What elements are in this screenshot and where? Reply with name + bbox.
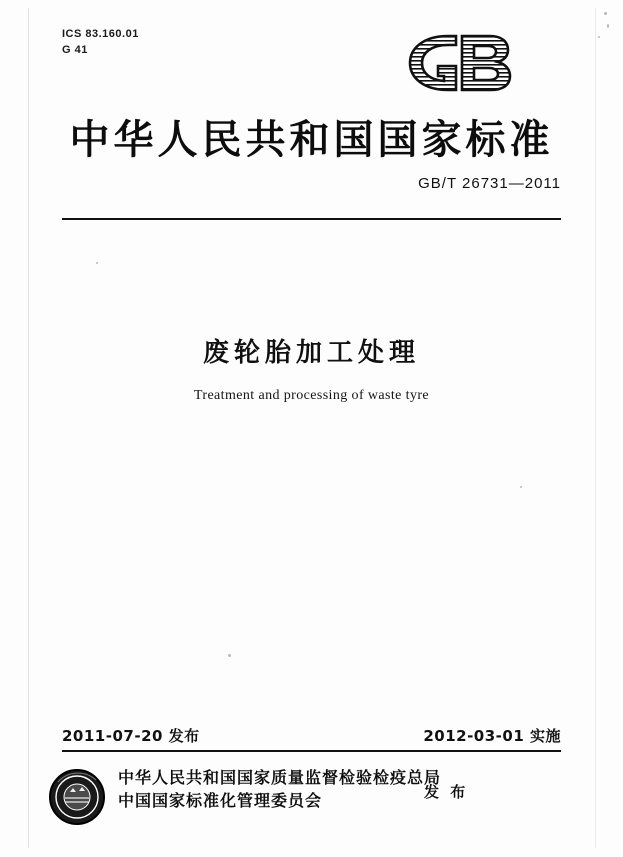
- national-emblem-icon: [48, 768, 106, 826]
- document-title-chinese: 废轮胎加工处理: [202, 338, 420, 368]
- page-title: 中华人民共和国国家标准: [69, 117, 554, 163]
- publish-label: 发 布: [424, 783, 469, 801]
- scan-speckle: [520, 486, 522, 488]
- standard-number: GB/T 26731—2011: [418, 175, 561, 192]
- issue-date: 2011-07-20 发布: [62, 727, 200, 745]
- scan-speckle: [96, 262, 98, 264]
- issuing-authorities: [118, 766, 441, 812]
- scan-speckle: [598, 36, 600, 38]
- gb-logo-icon: [404, 32, 516, 94]
- document-title-english: Treatment and processing of waste tyre: [193, 388, 430, 403]
- scan-speckle: [228, 654, 231, 657]
- footer-divider: [62, 750, 561, 752]
- ics-code: ICS 83.160.01: [62, 28, 139, 40]
- issuer-line-2: 中国国家标准化管理委员会: [118, 791, 323, 810]
- ics-classification-block: [62, 26, 139, 58]
- header-divider: [62, 218, 561, 220]
- scan-speckle: [604, 12, 607, 15]
- classification-code: G 41: [62, 44, 88, 56]
- scan-speckle: [607, 24, 609, 28]
- issuer-line-1: 中华人民共和国国家质量监督检验检疫总局: [118, 768, 442, 787]
- implementation-date: 2012-03-01 实施: [423, 727, 561, 745]
